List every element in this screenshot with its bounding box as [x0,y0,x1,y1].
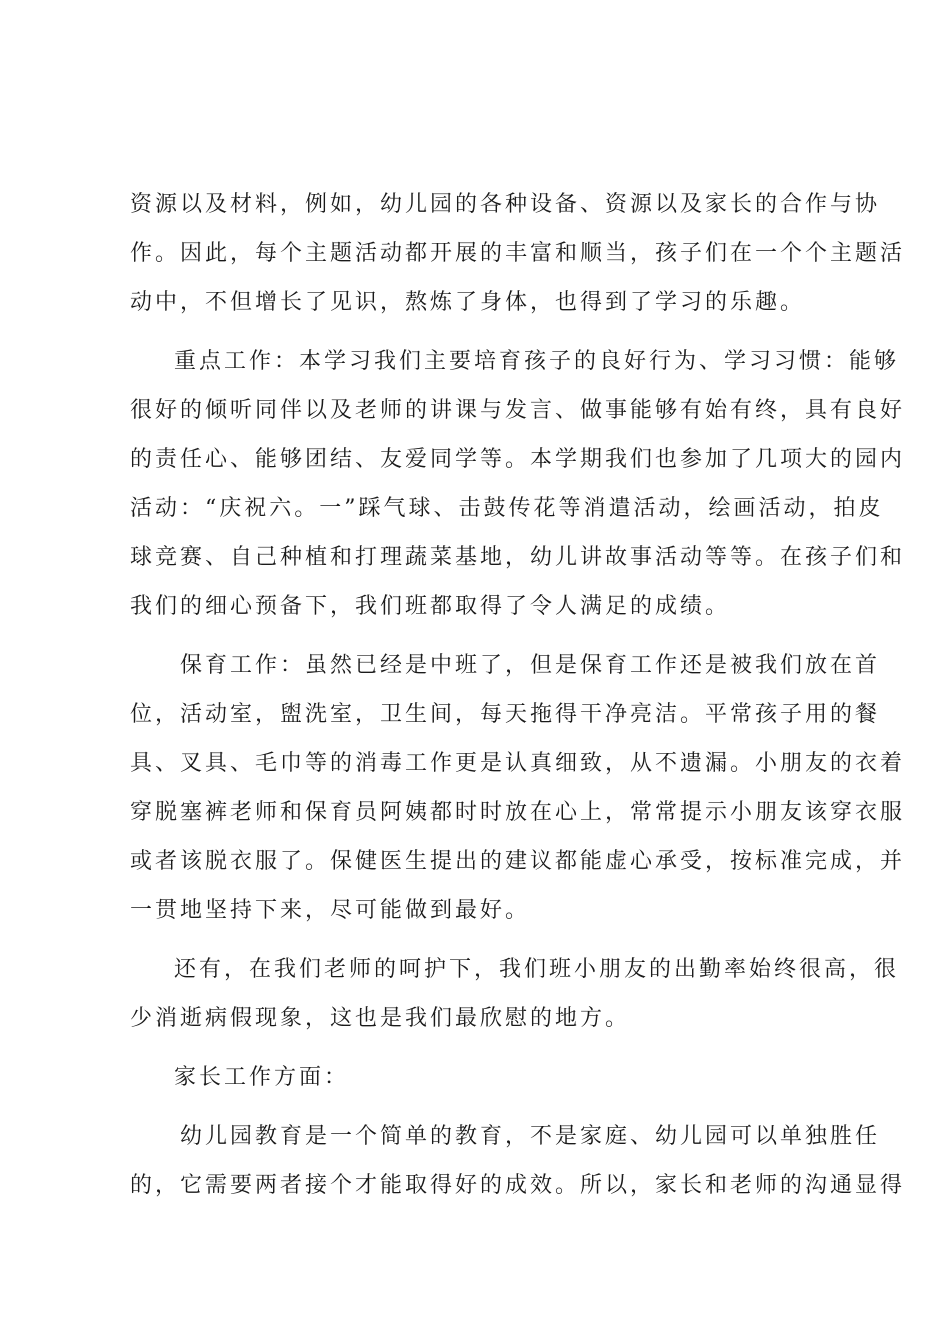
paragraph-key-work [130,337,906,631]
text-line: 穿脱塞裤老师和保育员阿姨都时时放在心上，常常提示小朋友该穿衣服 [130,800,906,825]
paragraph-gap [130,327,830,337]
document-body [130,180,906,1210]
text-line: 资源以及材料，例如，幼儿园的各种设备、资源以及家长的合作与协 [130,192,881,217]
text-line: 保育工作：虽然已经是中班了，但是保育工作还是被我们放在首 [180,653,881,678]
text-line: 球竞赛、自己种植和打理蔬菜基地，幼儿讲故事活动等等。在孩子们和 [130,545,906,570]
paragraph-gap [130,1102,830,1112]
text-line: 少消逝病假现象，这也是我们最欣慰的地方。 [130,1006,631,1031]
text-line: 一贯地坚持下来，尽可能做到最好。 [130,898,531,923]
text-line: 或者该脱衣服了。保健医生提出的建议都能虚心承受，按标准完成，并 [130,849,906,874]
text-line: 的，它需要两者接个才能取得好的成效。所以，家长和老师的沟通显得 [130,1173,906,1198]
paragraph-kindergarten-education [130,1112,906,1210]
text-line: 位，活动室，盥洗室，卫生间，每天拖得干净亮洁。平常孩子用的餐 [130,702,881,727]
text-line: 还有，在我们老师的呵护下，我们班小朋友的出勤率始终很高，很 [174,957,900,982]
text-line: 重点工作：本学习我们主要培育孩子的良好行为、学习习惯：能够 [174,349,900,374]
paragraph-childcare-work [130,641,906,935]
text-line: 家长工作方面： [174,1065,350,1090]
paragraph-gap [130,1043,830,1053]
text-line: 很好的倾听同伴以及老师的讲课与发言、做事能够有始有终，具有良好 [130,398,906,423]
text-line: 我们的细心预备下，我们班都取得了令人满足的成绩。 [130,594,731,619]
paragraph-parent-work-heading [130,1053,830,1102]
text-line: 活动：“庆祝六。一”踩气球、击鼓传花等消遣活动，绘画活动，拍皮 [130,496,884,521]
text-line: 作。因此，每个主题活动都开展的丰富和顺当，孩子们在一个个主题活 [130,241,906,266]
paragraph-attendance [130,945,900,1043]
text-line: 的责任心、能够团结、友爱同学等。本学期我们也参加了几项大的园内 [130,447,906,472]
text-line: 幼儿园教育是一个简单的教育，不是家庭、幼儿园可以单独胜任 [180,1124,881,1149]
text-line: 具、叉具、毛巾等的消毒工作更是认真细致，从不遗漏。小朋友的衣着 [130,751,906,776]
paragraph-gap [130,631,830,641]
paragraph-materials [130,180,906,327]
text-line: 动中，不但增长了见识，熬炼了身体，也得到了学习的乐趣。 [130,290,806,315]
paragraph-gap [130,935,830,945]
